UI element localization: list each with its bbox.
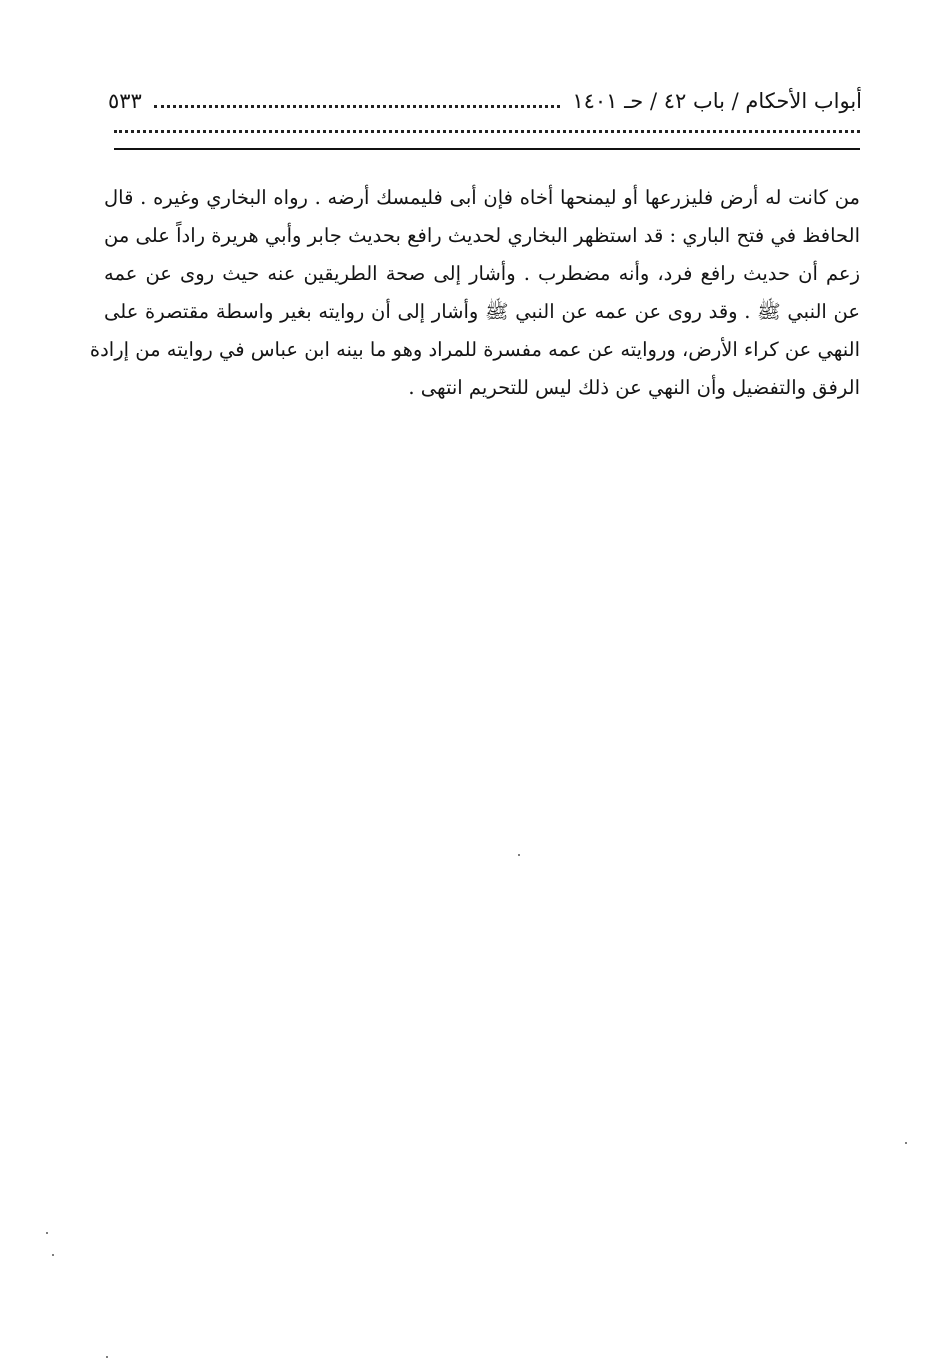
header-dot-leader [154,105,561,108]
text-line: النهي عن كراء الأرض، وروايته عن عمه مفسرة للمراد وهو ما بينه ابن عباس في روايته من إرادة [89,338,860,361]
page-number: ٥٣٣ [108,89,142,113]
scan-speck [106,1356,108,1358]
dotted-divider [114,130,860,133]
body-paragraph [89,179,860,407]
running-header [108,74,862,114]
text-line: الرفق والتفضيل وأن النهي عن ذلك ليس للتحريم انتهى . [408,376,860,399]
scan-speck [46,1232,48,1234]
text-line: الحافظ في فتح الباري : قد استظهر البخاري لحديث رافع بحديث جابر وأبي هريرة راداً على من [104,224,860,247]
scan-speck [905,1142,907,1144]
text-line: عن النبي ﷺ . وقد روى عن عمه عن النبي ﷺ وأشار إلى أن روايته بغير واسطة مقتصرة على [104,300,860,323]
scan-speck [518,854,520,856]
header-title: أبواب الأحكام / باب ٤٢ / حـ ١٤٠١ [572,89,862,113]
text-line: زعم أن حديث رافع فرد، وأنه مضطرب . وأشار إلى صحة الطريقين عنه حيث روى عن عمه [104,262,860,285]
text-line: من كانت له أرض فليزرعها أو ليمنحها أخاه فإن أبى فليمسك أرضه . رواه البخاري وغيره . قال [104,186,860,209]
solid-divider [114,148,860,150]
scan-speck [52,1254,54,1256]
